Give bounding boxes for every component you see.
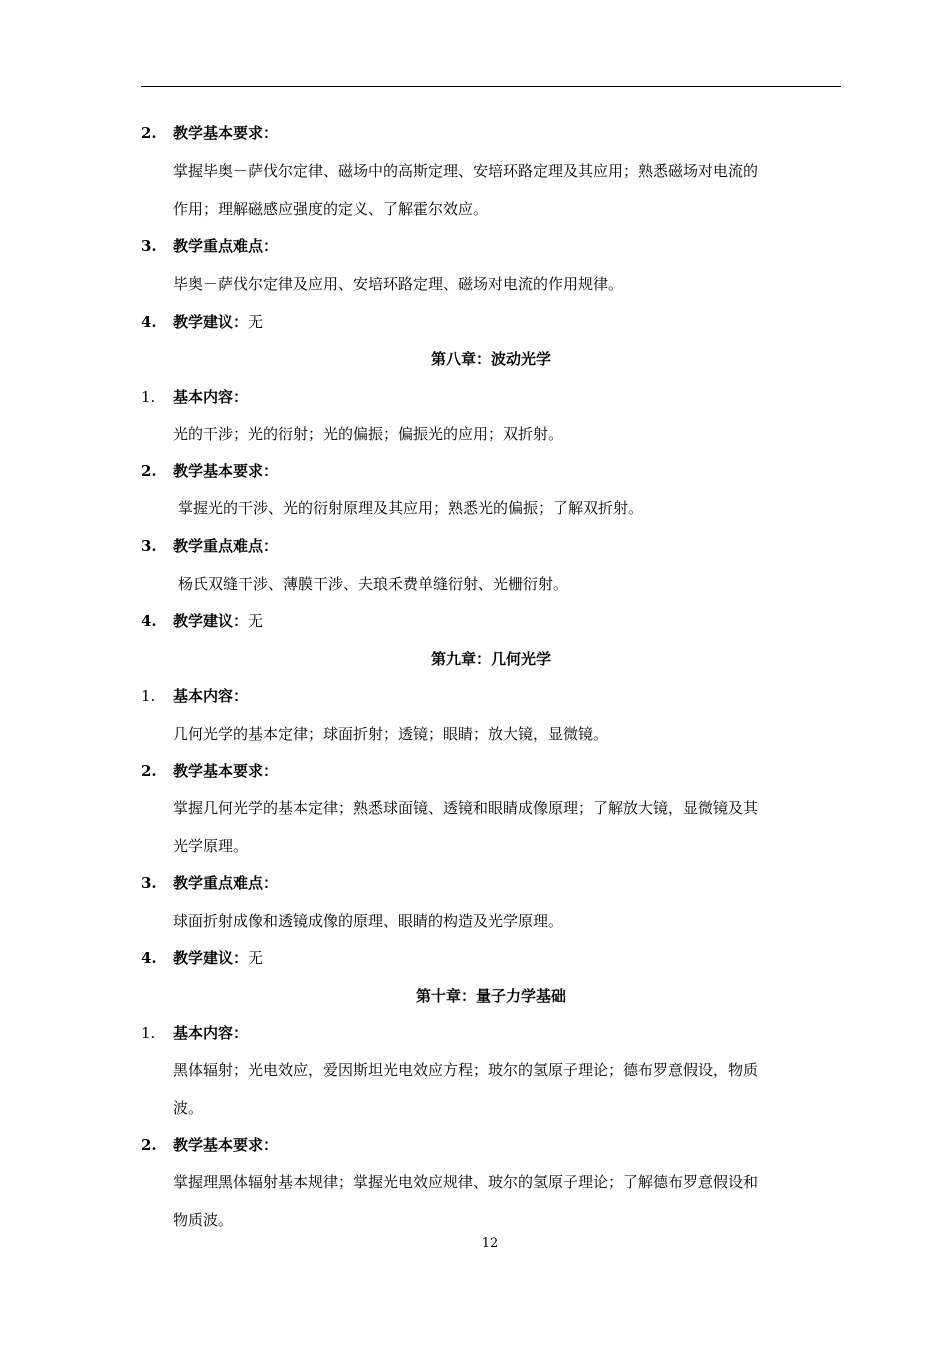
heading-requirements: 2. 教学基本要求： <box>141 1136 279 1154</box>
heading-requirements: 2. 教学基本要求： <box>141 462 279 480</box>
content-text-line: 黑体辐射；光电效应，爱因斯坦光电效应方程；玻尔的氢原子理论；德布罗意假设，物质 <box>173 1061 759 1079</box>
requirements-text-line: 作用；理解磁感应强度的定义、了解霍尔效应。 <box>173 200 489 218</box>
heading-requirements: 2. 教学基本要求： <box>141 124 279 142</box>
requirements-text-line: 掌握光的干涉、光的衍射原理及其应用；熟悉光的偏振；了解双折射。 <box>178 499 644 517</box>
key-points-text-line: 毕奥－萨伐尔定律及应用、安培环路定理、磁场对电流的作用规律。 <box>173 275 624 293</box>
requirements-text-line: 掌握理黑体辐射基本规律；掌握光电效应规律、玻尔的氢原子理论；了解德布罗意假设和 <box>173 1173 759 1191</box>
heading-basic-content: 1. 基本内容： <box>141 687 249 705</box>
page-number: 12 <box>481 1236 499 1251</box>
heading-key-points: 3. 教学重点难点： <box>141 874 279 892</box>
heading-key-points: 3. 教学重点难点： <box>141 537 279 555</box>
heading-suggestions: 4. 教学建议：无 <box>141 949 264 967</box>
requirements-text-line: 掌握毕奥－萨伐尔定律、磁场中的高斯定理、安培环路定理及其应用；熟悉磁场对电流的 <box>173 162 759 180</box>
heading-basic-content: 1. 基本内容： <box>141 1024 249 1042</box>
heading-requirements: 2. 教学基本要求： <box>141 762 279 780</box>
requirements-text-line: 掌握几何光学的基本定律；熟悉球面镜、透镜和眼睛成像原理；了解放大镜，显微镜及其 <box>173 799 759 817</box>
header-rule <box>141 86 841 87</box>
chapter-title: 第九章：几何光学 <box>430 650 551 668</box>
suggestions-value: 无 <box>248 612 264 630</box>
heading-suggestions: 4. 教学建议：无 <box>141 313 264 331</box>
heading-basic-content: 1. 基本内容： <box>141 388 249 406</box>
heading-key-points: 3. 教学重点难点： <box>141 237 279 255</box>
key-points-text-line: 球面折射成像和透镜成像的原理、眼睛的构造及光学原理。 <box>173 912 564 930</box>
requirements-text-line: 物质波。 <box>173 1211 234 1229</box>
chapter-title: 第十章：量子力学基础 <box>415 987 566 1005</box>
content-text-line: 波。 <box>173 1099 204 1117</box>
content-text-line: 几何光学的基本定律；球面折射；透镜；眼睛；放大镜，显微镜。 <box>173 725 609 743</box>
heading-suggestions: 4. 教学建议：无 <box>141 612 264 630</box>
suggestions-value: 无 <box>248 313 264 331</box>
requirements-text-line: 光学原理。 <box>173 837 249 855</box>
content-text-line: 光的干涉；光的衍射；光的偏振；偏振光的应用；双折射。 <box>173 425 564 443</box>
chapter-title: 第八章：波动光学 <box>430 350 551 368</box>
suggestions-value: 无 <box>248 949 264 967</box>
key-points-text-line: 杨氏双缝干涉、薄膜干涉、夫琅禾费单缝衍射、光栅衍射。 <box>178 575 569 593</box>
